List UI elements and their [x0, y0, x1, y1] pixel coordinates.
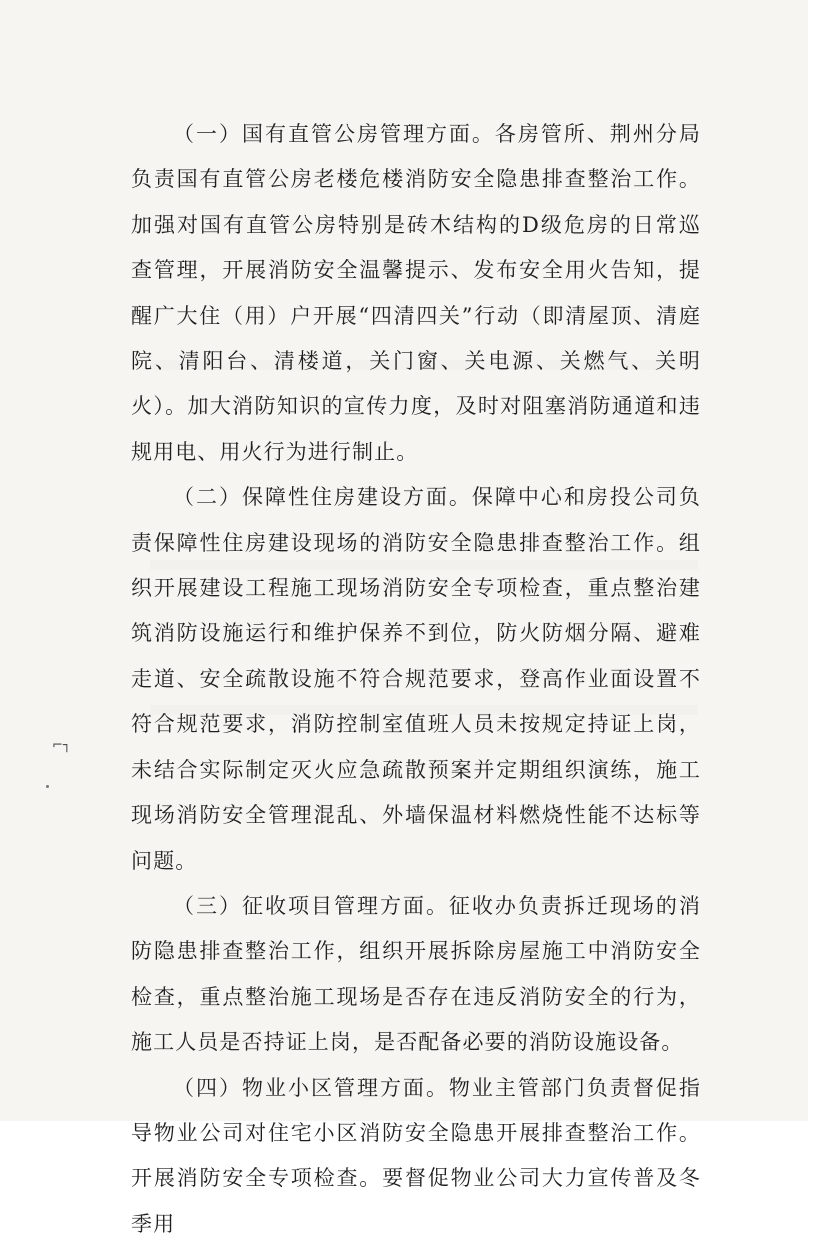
body-text	[131, 112, 701, 1247]
paragraph-state-owned-housing: （一）国有直管公房管理方面。各房管所、荆州分局负责国有直管公房老楼危楼消防安全隐患排查整治工作。加强对国有直管公房特别是砖木结构的D级危房的日常巡查管理，开展消防安全温馨提示、发布安全用火告知，提醒广大住（用）户开展“四清四关”行动（即清屋顶、清庭院、清阳台、清楼道，关门窗、关电源、关燃气、关明火）。加大消防知识的宣传力度，及时对阻塞消防通道和违规用电、用火行为进行制止。	[131, 122, 701, 464]
binding-hole-mark: ⌐┐	[52, 738, 71, 753]
scan-edge	[808, 0, 816, 1121]
binding-hole-dot	[46, 785, 49, 788]
paragraph-expropriation-projects: （三）征收项目管理方面。征收办负责拆迁现场的消防隐患排查整治工作，组织开展拆除房屋施工中消防安全检查，重点整治施工现场是否存在违反消防安全的行为，施工人员是否持证上岗，是否配备必要的消防设施设备。	[131, 893, 701, 1055]
paragraph-affordable-housing: （二）保障性住房建设方面。保障中心和房投公司负责保障性住房建设现场的消防安全隐患排查整治工作。组织开展建设工程施工现场消防安全专项检查，重点整治建筑消防设施运行和维护保养不到位，防火防烟分隔、避难走道、安全疏散设施不符合规范要求，登高作业面设置不符合规范要求，消防控制室值班人员未按规定持证上岗，未结合实际制定灭火应急疏散预案并定期组织演练，施工现场消防安全管理混乱、外墙保温材料燃烧性能不达标等问题。	[131, 485, 701, 873]
paragraph-property-management: （四）物业小区管理方面。物业主管部门负责督促指导物业公司对住宅小区消防安全隐患开展排查整治工作。开展消防安全专项检查。要督促物业公司大力宣传普及冬季用	[131, 1075, 701, 1236]
